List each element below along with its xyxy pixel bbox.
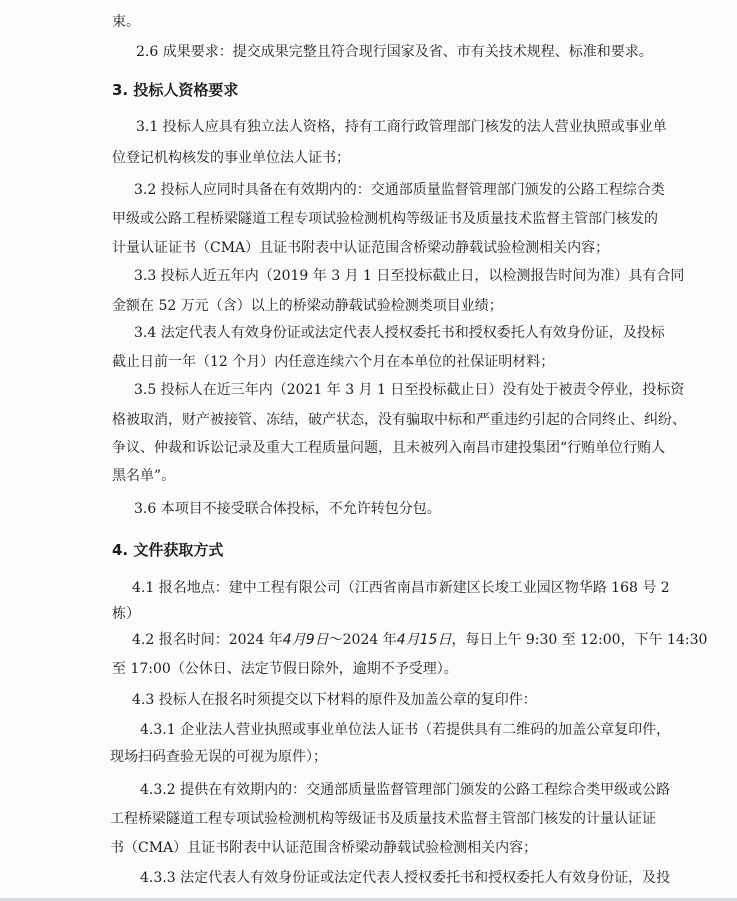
text-line: 争议、仲裁和诉讼记录及重大工程质量问题，且未被列入南昌市建投集团“行贿单位行贿人 (112, 440, 666, 456)
text-line: 3.1 投标人应具有独立法人资格，持有工商行政管理部门核发的法人营业执照或事业单 (136, 119, 667, 135)
text-line: 栋） (112, 606, 140, 622)
text-line: 现场扫码查验无误的可视为原件）； (110, 749, 327, 765)
handwritten-start-date: 4月9日 (282, 632, 329, 648)
text-line: 黑名单”。 (112, 468, 176, 484)
text-line: 3.2 投标人应同时具备在有效期内的：交通部质量监督管理部门颁发的公路工程综合类 (134, 182, 665, 198)
handwritten-end-date: 4月15日 (396, 632, 452, 648)
text-line: 计量认证证书（CMA）且证书附表中认证范围含桥梁动静载试验检测相关内容； (112, 240, 610, 256)
text-line: 截止日前一年（12 个月）内任意连续六个月在本单位的社保证明材料； (112, 354, 555, 370)
text-line: 2.6 成果要求：提交成果完整且符合现行国家及省、市有关技术规程、标准和要求。 (136, 44, 653, 60)
text-line: 3.5 投标人在近三年内（2021 年 3 月 1 日至投标截止日）没有处于被责令停业，投标资 (134, 382, 685, 398)
text-line: 金额在 52 万元（含）以上的桥梁动静载试验检测类项目业绩； (112, 298, 503, 314)
registration-time-line (132, 631, 707, 649)
text-line: 4.3.3 法定代表人有效身份证或法定代表人授权委托书和授权委托人有效身份证，及投 (140, 870, 671, 886)
text: ～2024 年 (328, 632, 397, 648)
text: 4.2 报名时间：2024 年 (132, 632, 283, 648)
text-line: 4.1 报名地点：建中工程有限公司（江西省南昌市新建区长埈工业园区物华路 168 号 2 (132, 580, 670, 596)
section-heading-3: 3. 投标人资格要求 (112, 81, 239, 99)
section-heading-4: 4. 文件获取方式 (112, 541, 224, 559)
text-line: 束。 (112, 14, 140, 30)
text-line: 4.3 投标人在报名时须提交以下材料的原件及加盖公章的复印件： (132, 692, 537, 708)
text-line: 3.6 本项目不接受联合体投标，不允许转包分包。 (134, 501, 441, 517)
text-line: 工程桥梁隧道工程专项试验检测机构等级证书及质量技术监督主管部门核发的计量认证证 (110, 811, 656, 827)
text: ，每日上午 9:30 至 12:00，下午 14:30 (451, 632, 708, 648)
text-line: 至 17:00（公休日、法定节假日除外，逾期不予受理）。 (112, 661, 458, 677)
text-line: 4.3.2 提供在有效期内的：交通部质量监督管理部门颁发的公路工程综合类甲级或公路 (140, 782, 671, 798)
text-line: 甲级或公路工程桥梁隧道工程专项试验检测机构等级证书及质量技术监督主管部门核发的 (112, 211, 658, 227)
text-line: 格被取消，财产被接管、冻结，破产状态，没有骗取中标和严重违约引起的合同终止、纠纷、 (112, 412, 686, 428)
text-line: 3.4 法定代表人有效身份证或法定代表人授权委托书和授权委托人有效身份证，及投标 (134, 325, 665, 341)
text-line: 3.3 投标人近五年内（2019 年 3 月 1 日至投标截止日，以检测报告时间为准）具有合同 (134, 268, 685, 284)
text-line: 位登记机构核发的事业单位法人证书； (112, 150, 350, 166)
text-line: 4.3.1 企业法人营业执照或事业单位法人证书（若提供具有二维码的加盖公章复印件， (140, 722, 671, 738)
text-line: 书（CMA）且证书附表中认证范围含桥梁动静载试验检测相关内容； (110, 840, 538, 856)
